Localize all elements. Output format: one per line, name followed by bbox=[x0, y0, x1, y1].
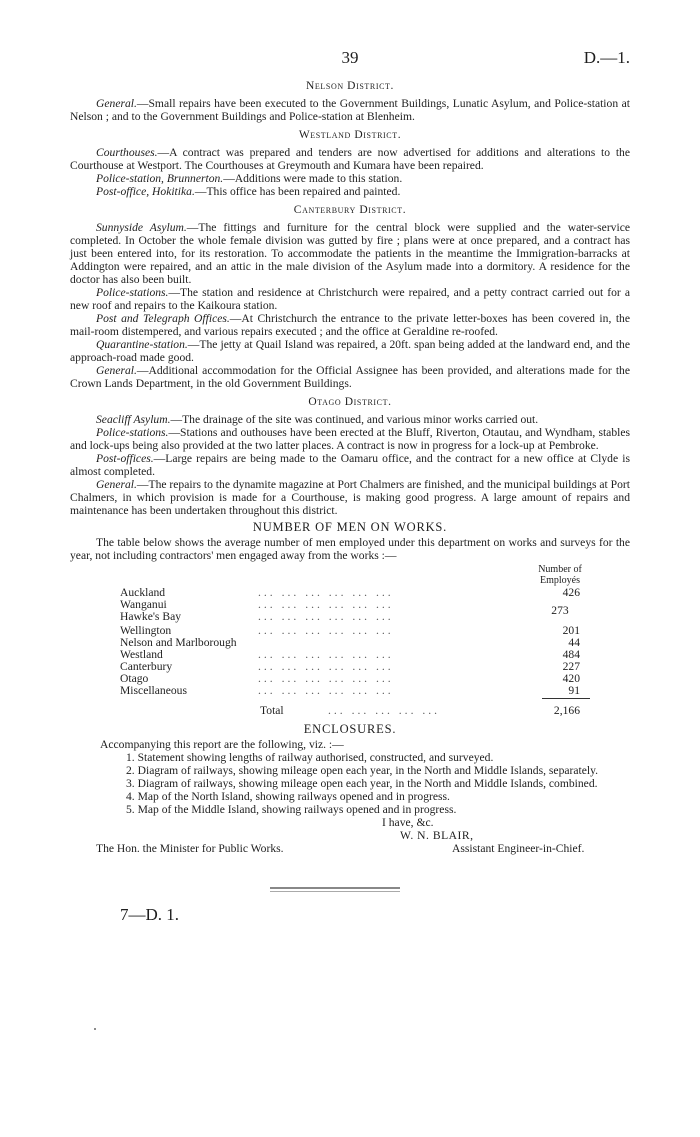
total-label: Total bbox=[260, 704, 284, 717]
bracketed-count: 273 bbox=[551, 604, 569, 617]
section-nelson bbox=[70, 80, 630, 123]
district-name: Otago bbox=[120, 672, 149, 685]
paragraph-text: —The fittings and furniture for the central block were supplied and the water-service completed. In October the whole female division was gutted by fire ; plans were at once prepared, and a contract has just been entered into, for its restoration. To accommodate the patients in the meantime the Immigration-barracks at Addington were repaired, and an attic in the male division of the Asylum made into a dormitory. A residence for the doctor has also been built. bbox=[70, 221, 630, 286]
district-name: Miscellaneous bbox=[120, 684, 187, 697]
enclosures-list bbox=[70, 751, 630, 816]
total-value: 2,166 bbox=[553, 704, 580, 717]
section-otago bbox=[70, 396, 630, 517]
total-rule bbox=[542, 698, 590, 699]
paragraph-lead: Police-station, Brunnerton. bbox=[96, 172, 224, 185]
page-header bbox=[70, 48, 630, 72]
list-item: 3. Diagram of railways, showing mileage open each year, in the North and Middle Islands, combined. bbox=[126, 777, 598, 790]
paragraph-text: —This office has been repaired and painted. bbox=[194, 185, 401, 198]
footer-divider-thin bbox=[270, 891, 400, 892]
paper-speck bbox=[94, 1028, 96, 1030]
leader-dots: ... ... ... ... ... ... bbox=[258, 586, 394, 599]
paragraph-lead: Quarantine-station. bbox=[96, 338, 188, 351]
addressee: The Hon. the Minister for Public Works. bbox=[96, 842, 284, 855]
paragraph-text: —At Christchurch the entrance to the private letter-boxes has been covered in, the mail-room distempered, and various repairs executed ; and the office at Geraldine re-roofed. bbox=[70, 312, 630, 338]
section-title: Westland District. bbox=[298, 129, 402, 141]
district-name: Wellington bbox=[120, 624, 172, 637]
list-item: 5. Map of the Middle Island, showing railways opened and in progress. bbox=[126, 803, 457, 816]
table-intro: The table below shows the average number of men employed under this department on works and surveys for the year, not including contractors' men engaged away from the works :— bbox=[70, 536, 630, 562]
leader-dots: ... ... ... ... ... bbox=[328, 704, 441, 717]
paragraph-text: —The repairs to the dynamite magazine at Port Chalmers are finished, and the municipal buildings at Port Chalmers, in which provision is made for a Courthouse, is making good progress. A large amount of repairs and maintenance has been undertaken throughout this district. bbox=[70, 478, 630, 517]
list-item: 2. Diagram of railways, showing mileage open each year, in the North and Middle Islands, separately. bbox=[126, 764, 599, 777]
paragraph-lead: Post and Telegraph Offices. bbox=[96, 312, 230, 325]
paragraph-lead: Post-office, Hokitika. bbox=[96, 185, 195, 198]
employee-count: 44 bbox=[568, 636, 580, 649]
leader-dots: ... ... ... ... ... ... bbox=[258, 610, 394, 623]
paragraph-text: —Stations and outhouses have been erected at the Bluff, Riverton, Otautau, and Wyndham, stables and lock-ups being also provided at the two latter places. A contract is now in progress for a lock-up at Pembroke. bbox=[70, 426, 630, 452]
paragraph bbox=[70, 312, 630, 338]
table-row bbox=[120, 684, 580, 696]
paragraph-lead: General. bbox=[96, 478, 137, 491]
paragraph-text: —Large repairs are being made to the Oamaru office, and the contract for a new office at Clyde is almost completed. bbox=[70, 452, 630, 478]
paragraph-text: —The jetty at Quail Island was repaired, a 20ft. span being added at the landward end, and the approach-road made good. bbox=[70, 338, 630, 364]
employee-count: 420 bbox=[562, 672, 580, 685]
paragraph-lead: Seacliff Asylum. bbox=[96, 413, 171, 426]
signoff-block bbox=[70, 816, 630, 872]
paragraph-text: —The drainage of the site was continued, and various minor works carried out. bbox=[170, 413, 539, 426]
employee-count: 484 bbox=[562, 648, 580, 661]
section-title: Nelson District. bbox=[306, 80, 394, 92]
paragraph-lead: Courthouses. bbox=[96, 146, 158, 159]
page-body bbox=[70, 80, 630, 872]
section-title: NUMBER OF MEN ON WORKS. bbox=[252, 520, 448, 534]
district-name: Hawke's Bay bbox=[120, 610, 182, 623]
paragraph bbox=[70, 97, 630, 123]
table-row bbox=[120, 610, 580, 622]
district-name: Wanganui bbox=[120, 598, 167, 611]
paragraph bbox=[70, 286, 630, 312]
section-title: Canterbury District. bbox=[293, 204, 407, 216]
leader-dots: ... ... ... ... ... ... bbox=[258, 684, 394, 697]
section-title: Otago District. bbox=[308, 396, 392, 408]
paragraph bbox=[70, 364, 630, 390]
paragraph-text: —The station and residence at Christchurch were repaired, and a petty contract carried out for a new roof and repairs to the Kaikoura station. bbox=[70, 286, 630, 312]
table-row bbox=[120, 648, 580, 660]
table-row bbox=[120, 660, 580, 672]
closing-phrase: I have, &c. bbox=[382, 816, 434, 829]
paragraph bbox=[70, 426, 630, 452]
list-item: 1. Statement showing lengths of railway authorised, constructed, and surveyed. bbox=[126, 751, 494, 764]
paragraph-lead: Post-offices. bbox=[96, 452, 154, 465]
district-name: Westland bbox=[120, 648, 163, 661]
leader-dots: ... ... ... ... ... ... bbox=[258, 648, 394, 661]
table-row bbox=[120, 636, 580, 648]
paragraph bbox=[70, 452, 630, 478]
district-name: Auckland bbox=[120, 586, 166, 599]
paragraph bbox=[70, 172, 630, 185]
list-item: 4. Map of the North Island, showing railways opened and in progress. bbox=[126, 790, 450, 803]
paragraph-text: —Additional accommodation for the Official Assignee has been provided, and alterations made for the Crown Lands Department, in the old Government Buildings. bbox=[70, 364, 630, 390]
employees-table bbox=[70, 564, 630, 719]
leader-dots: ... ... ... ... ... ... bbox=[258, 624, 394, 637]
table-row bbox=[120, 672, 580, 684]
paragraph-text: —A contract was prepared and tenders are now advertised for additions and alterations to the Courthouse at Westport. The Courthouses at Greymouth and Kumara have been repaired. bbox=[70, 146, 630, 172]
paragraph-lead: Sunnyside Asylum. bbox=[96, 221, 187, 234]
paragraph-lead: General. bbox=[96, 97, 137, 110]
section-canterbury bbox=[70, 204, 630, 390]
section-westland bbox=[70, 129, 630, 198]
signatory-name: W. N. BLAIR, bbox=[400, 829, 474, 842]
paragraph bbox=[70, 478, 630, 517]
table-row bbox=[120, 586, 580, 598]
footer-divider bbox=[270, 887, 400, 889]
section-title: ENCLOSURES. bbox=[303, 722, 397, 736]
paragraph-lead: Police-stations. bbox=[96, 426, 169, 439]
paragraph bbox=[70, 146, 630, 172]
section-men-on-works bbox=[70, 521, 630, 719]
district-name: Nelson and Marlborough bbox=[120, 636, 237, 649]
document-reference: D.—1. bbox=[583, 48, 630, 67]
paragraph-text: —Additions were made to this station. bbox=[223, 172, 403, 185]
paragraph bbox=[70, 185, 630, 198]
paragraph-text: —Small repairs have been executed to the Government Buildings, Lunatic Asylum, and Police-station at Nelson ; and to the Government Buildings and Police-station at Blenheim. bbox=[70, 97, 630, 123]
table-row bbox=[120, 598, 580, 610]
signatory-title: Assistant Engineer-in-Chief. bbox=[452, 842, 585, 855]
sheet-reference: 7—D. 1. bbox=[120, 905, 180, 924]
paragraph-lead: Police-stations. bbox=[96, 286, 169, 299]
paragraph bbox=[70, 338, 630, 364]
paragraph bbox=[70, 221, 630, 286]
district-name: Canterbury bbox=[120, 660, 173, 673]
page-number: 39 bbox=[341, 48, 359, 67]
leader-dots: ... ... ... ... ... ... bbox=[258, 672, 394, 685]
column-header: Number of Employés bbox=[538, 564, 582, 586]
employee-count: 201 bbox=[562, 624, 580, 637]
paragraph bbox=[70, 413, 630, 426]
employee-count: 426 bbox=[562, 586, 580, 599]
section-enclosures bbox=[70, 723, 630, 816]
table-row bbox=[120, 624, 580, 636]
leader-dots: ... ... ... ... ... ... bbox=[258, 660, 394, 673]
employee-count: 227 bbox=[562, 660, 580, 673]
enclosures-intro: Accompanying this report are the following, viz. :— bbox=[100, 738, 344, 751]
paragraph-lead: General. bbox=[96, 364, 137, 377]
leader-dots: ... ... ... ... ... ... bbox=[258, 598, 394, 611]
employee-count: 91 bbox=[568, 684, 580, 697]
